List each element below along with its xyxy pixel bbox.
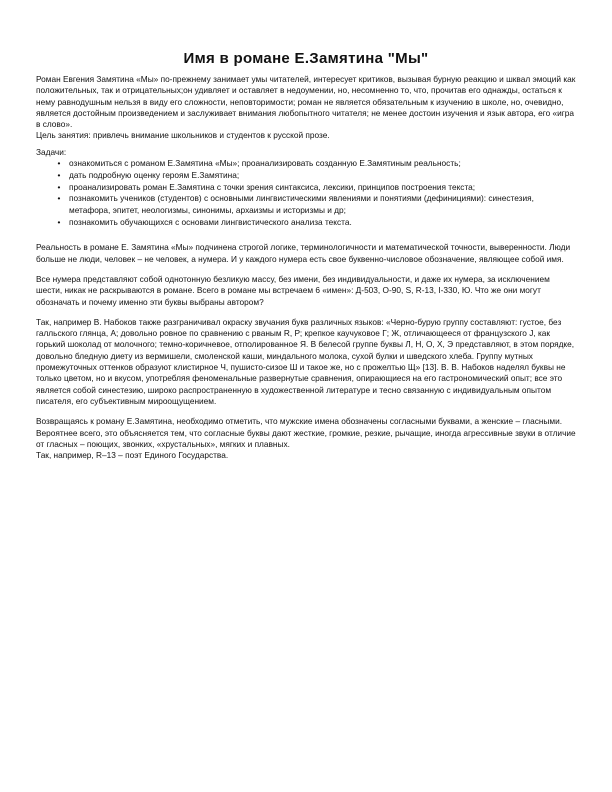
list-item bbox=[36, 182, 576, 193]
bullet-icon: • bbox=[57, 216, 61, 227]
task-text: ознакомиться с романом Е.Замятина «Мы»; проанализировать созданную Е.Замятиным реальность; bbox=[69, 158, 461, 169]
task-text: познакомить обучающихся с основами лингвистического анализа текста. bbox=[69, 216, 352, 227]
closing-paragraph: Так, например, R–13 – поэт Единого Государства. bbox=[36, 450, 229, 461]
tasks-list bbox=[36, 158, 576, 228]
list-item bbox=[36, 217, 576, 228]
task-text: дать подробную оценку героям Е.Замятина; bbox=[69, 169, 240, 180]
bullet-icon: • bbox=[57, 181, 61, 192]
list-item bbox=[36, 158, 576, 169]
tasks-label: Задачи: bbox=[36, 146, 67, 157]
goal-paragraph: Цель занятия: привлечь внимание школьников и студентов к русской прозе. bbox=[36, 130, 330, 141]
bullet-icon: • bbox=[57, 158, 61, 169]
intro-paragraph: Роман Евгения Замятина «Мы» по-прежнему занимает умы читателей, интересует критиков, вызывая бурную реакцию и шквал эмоций как положительных, так и отрицательных;он удивляет и оставляет в недоумении, но, несомненно то, что, прочитав его однажды, остаться к нему равнодушным нельзя в виду его сложности, неповторимости; роман не является обязательным к изучению в школе, но, очевидно, является достойным произведением и заслуживает внимания любопытного читателя; не менее достоин изучения и язык автора, его «игра в слово». bbox=[36, 74, 576, 130]
body-paragraph: Реальность в романе Е. Замятина «Мы» подчинена строгой логике, терминологичности и математической точности, выверенности. Люди больше не люди, человек – не человек, а нумера. И у каждого нумера есть свое буквенно-числовое обозначение, являющее собой имя. bbox=[36, 242, 571, 264]
body-paragraph: Так, например В. Набоков также разграничивал окраску звучания букв различных языков: «Черно-бурую группу составляют: густое, без галльского глянца, А; довольно ровное по сравнению с рваным R, Р; крепкое каучуковое Г; Ж, отличающееся от французского J, как горький шоколад от молочного; темно-коричневое, отполированное Я. В белесой группе буквы Л, Н, О, Х, Э представляют, в этом порядке, довольно бледную диету из вермишели, смоленской каши, миндального молока, сухой булки и шведского хлеба. Группу мутных промежуточных оттенков образуют клистирное Ч, пушисто-сизое Ш и такое же, но с прожелтью Щ» [13]. В. В. Набоков наделял буквы не только цветом, но и вкусом, употребляя феноменальные развернутые сравнения, опирающиеся на его гастрономический опыт; все это является собой синестезию, широко распространенную в художественной литературе и тесно связанную с индивидуальным опытом писателя, его субъективным мироощущением. bbox=[36, 316, 575, 406]
task-text: проанализировать роман Е.Замятина с точки зрения синтаксиса, лексики, принципов построения текста; bbox=[69, 181, 476, 192]
bullet-icon: • bbox=[57, 193, 61, 204]
page-title: Имя в романе Е.Замятина "Мы" bbox=[183, 50, 429, 67]
task-text: познакомить учеников (студентов) с основными лингвистическими явлениями и понятиями (дефинициями): синестезия, метафора, эпитет, неологизмы, синонимы, архаизмы и историзмы и др; bbox=[69, 193, 534, 215]
body-paragraph: Все нумера представляют собой однотонную безликую массу, без имени, без индивидуальности, и даже их нумера, за исключением шести, никак не раскрываются в романе. Всего в романе мы встречаем 6 «имен»: Д-503, О-90, S, R-13, I-330, Ю. Что же они могут обозначать и почему именно эти буквы выбраны автором? bbox=[36, 273, 550, 307]
list-item bbox=[36, 193, 576, 216]
body-paragraph: Возвращаясь к роману Е.Замятина, необходимо отметить, что мужские имена обозначены согласными буквами, а женские – гласными. Вероятнее всего, это объясняется тем, что согласные буквы дают жесткие, громкие, резкие, рычащие, иногда агрессивные звуки в отличие от гласных – поющих, звонких, «хрустальных», мягких и плавных. bbox=[36, 416, 576, 449]
bullet-icon: • bbox=[57, 169, 61, 180]
list-item bbox=[36, 170, 576, 181]
document-body bbox=[36, 74, 576, 461]
